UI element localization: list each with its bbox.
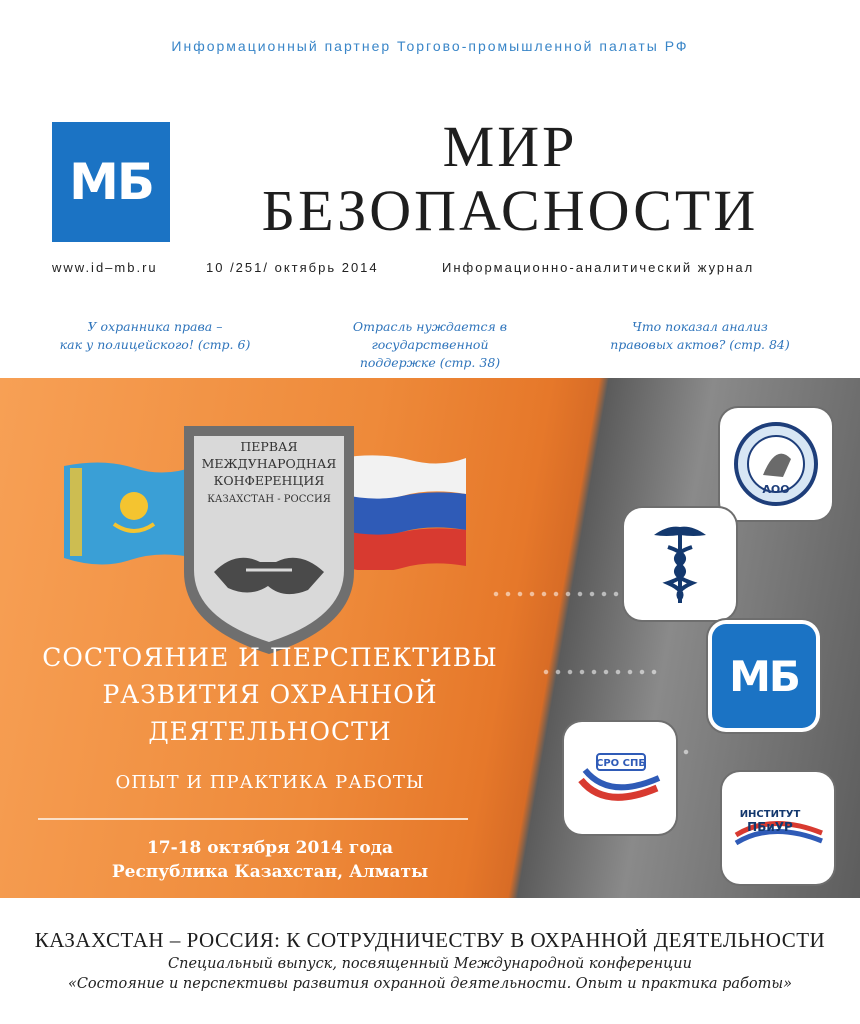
partner-tile-sro-spb: [568, 726, 672, 830]
partner-tile-aoo: [724, 412, 828, 516]
partner-tile-caduceus: [628, 512, 732, 616]
institute-label-line1: ИНСТИТУТ: [739, 809, 801, 820]
teaser-2: [300, 318, 560, 372]
special-issue-sub-line2: «Состояние и перспективы развития охранной деятельности. Опыт и практика работы»: [67, 976, 793, 992]
shield-line4: КАЗАХСТАН - РОССИЯ: [207, 494, 331, 505]
conference-subtitle: ОПЫТ И ПРАКТИКА РАБОТЫ: [115, 772, 425, 793]
issue-info: 10 /251/ октябрь 2014: [206, 260, 379, 275]
journal-type: Информационно-аналитический журнал: [442, 260, 755, 275]
partner-line: Информационный партнер Торгово-промышленной палаты РФ: [171, 38, 689, 54]
sro-spb-emblem-icon: [575, 740, 665, 816]
conference-title-line3: ДЕЯТЕЛЬНОСТИ: [148, 717, 392, 746]
shield-line3: КОНФЕРЕНЦИЯ: [213, 473, 325, 488]
institute-label-line2: ПБиУР: [747, 820, 793, 834]
shield-line1: ПЕРВАЯ: [240, 439, 298, 454]
conference-dates: 17-18 октября 2014 года: [146, 838, 394, 858]
teaser-3-line2: правовых актов? (стр. 84): [610, 337, 790, 352]
decor-dots: [490, 590, 650, 598]
special-issue-title: КАЗАХСТАН – РОССИЯ: К СОТРУДНИЧЕСТВУ В ОХРАННОЙ ДЕЯТЕЛЬНОСТИ: [34, 928, 826, 952]
teaser-3-line1: Что показал анализ: [632, 319, 768, 334]
banner-divider: [38, 818, 468, 820]
teaser-1: [40, 318, 270, 354]
teaser-1-line2: как у полицейского! (стр. 6): [59, 337, 251, 352]
shield-text: [184, 438, 354, 508]
special-issue-sub-line1: Специальный выпуск, посвященный Международной конференции: [168, 956, 692, 972]
magazine-title-line1: МИР: [442, 114, 578, 179]
institute-emblem-icon: [732, 793, 824, 863]
decor-dots: [540, 668, 660, 676]
website: www.id–mb.ru: [52, 260, 158, 275]
partner-tile-mb: МБ: [712, 624, 816, 728]
magazine-title-line2: БЕЗОПАСНОСТИ: [261, 178, 759, 243]
teaser-1-line1: У охранника права –: [87, 319, 223, 334]
conference-title-line1: СОСТОЯНИЕ И ПЕРСПЕКТИВЫ: [42, 643, 498, 672]
partner-tile-institute: [726, 776, 830, 880]
sro-spb-label: СРО СПБ: [596, 758, 646, 769]
conference-title-line2: РАЗВИТИЯ ОХРАННОЙ: [102, 680, 438, 709]
shield-line2: МЕЖДУНАРОДНАЯ: [201, 456, 337, 471]
teaser-2-line2: поддержке (стр. 38): [359, 355, 501, 370]
conference-place: Республика Казахстан, Алматы: [111, 862, 429, 882]
caduceus-icon: [640, 521, 720, 607]
aoo-emblem-icon: [731, 419, 821, 509]
teaser-3: [600, 318, 800, 354]
aoo-label: АОО: [762, 483, 790, 496]
teaser-2-line1: Отрасль нуждается в государственной: [352, 319, 508, 352]
conference-banner: [0, 378, 860, 898]
mb-logo: МБ: [52, 122, 170, 242]
